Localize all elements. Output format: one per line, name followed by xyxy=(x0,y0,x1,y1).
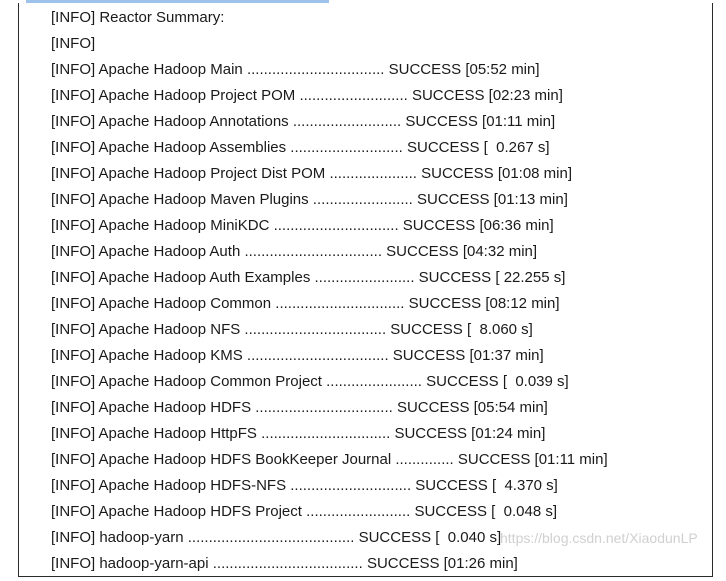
log-line: [INFO] Apache Hadoop HDFS ................................. SUCCESS [05:54 min] xyxy=(51,399,548,416)
log-line: [INFO] xyxy=(51,35,96,52)
log-line: [INFO] hadoop-yarn ........................................ SUCCESS [ 0.040 s] xyxy=(51,529,502,546)
log-line: [INFO] Apache Hadoop HDFS BookKeeper Journal .............. SUCCESS [01:11 min] xyxy=(51,451,608,468)
log-line: [INFO] Apache Hadoop HDFS-NFS ............................. SUCCESS [ 4.370 s] xyxy=(51,477,558,494)
build-log xyxy=(51,5,608,577)
log-line: [INFO] Apache Hadoop Annotations .......................... SUCCESS [01:11 min] xyxy=(51,113,556,130)
log-line: [INFO] Reactor Summary: xyxy=(51,9,225,26)
log-line: [INFO] Apache Hadoop KMS .................................. SUCCESS [01:37 min] xyxy=(51,347,544,364)
log-line: [INFO] Apache Hadoop Auth ................................. SUCCESS [04:32 min] xyxy=(51,243,538,260)
log-line: [INFO] Apache Hadoop Assemblies ........................... SUCCESS [ 0.267 s] xyxy=(51,139,550,156)
log-line: [INFO] Apache Hadoop Auth Examples ........................ SUCCESS [ 22.255 s] xyxy=(51,269,566,286)
watermark-text: https://blog.csdn.net/XiaodunLP xyxy=(500,530,698,546)
log-line: [INFO] Apache Hadoop Main ................................. SUCCESS [05:52 min] xyxy=(51,61,540,78)
log-line: [INFO] Apache Hadoop HDFS Project ......................... SUCCESS [ 0.048 s] xyxy=(51,503,558,520)
log-line: [INFO] Apache Hadoop Common Project ....................... SUCCESS [ 0.039 s] xyxy=(51,373,569,390)
log-line: [INFO] Apache Hadoop MiniKDC .............................. SUCCESS [06:36 min] xyxy=(51,217,554,234)
log-line: [INFO] Apache Hadoop HttpFS ............................... SUCCESS [01:24 min] xyxy=(51,425,546,442)
log-line: [INFO] Apache Hadoop Project Dist POM ..................... SUCCESS [01:08 min] xyxy=(51,165,573,182)
log-line: [INFO] Apache Hadoop Project POM .......................... SUCCESS [02:23 min] xyxy=(51,87,563,104)
log-line: [INFO] Apache Hadoop Common ............................... SUCCESS [08:12 min] xyxy=(51,295,560,312)
log-line: [INFO] Apache Hadoop Maven Plugins ........................ SUCCESS [01:13 min] xyxy=(51,191,568,208)
log-line: [INFO] Apache Hadoop NFS .................................. SUCCESS [ 8.060 s] xyxy=(51,321,533,338)
log-line: [INFO] hadoop-yarn-api .................................... SUCCESS [01:26 min] xyxy=(51,555,518,572)
